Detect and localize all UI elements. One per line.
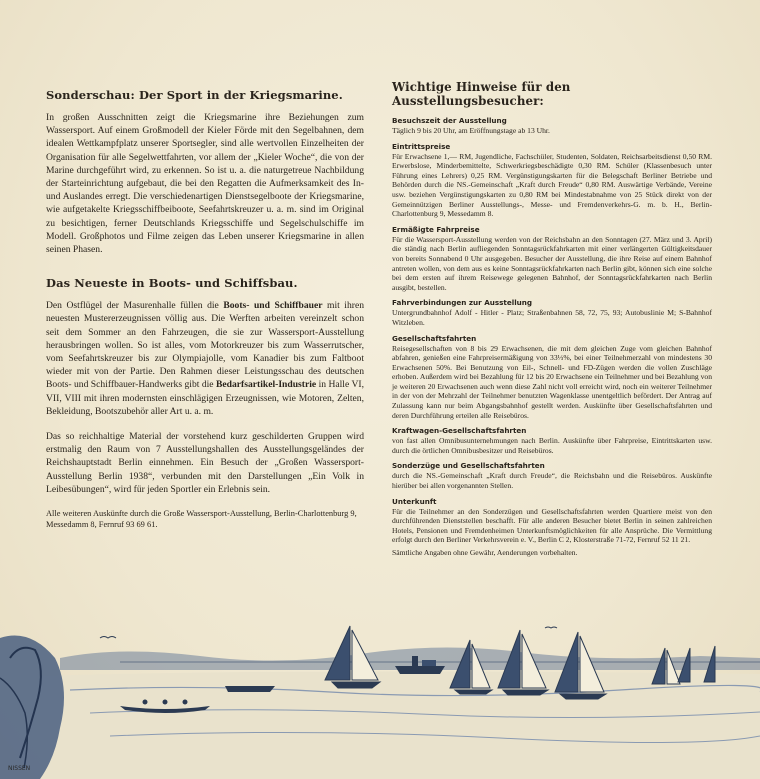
section-text: Für die Wassersport-Ausstellung werden von der Reichsbahn an den Sonntagen (27. März und 3. April) die ständig nach Berlin aufliegenden Sonntagsrückfahrkarten mit einer verlängerten Gültigkeitsdauer von bereits Sonnabend 0 Uhr ausgegeben. Besucher der Ausstellung, die ihre Reise auf einem Bahnhof antreten wollen, von dem aus es keine Sonntagsrückfahrkarten nach Berlin gibt, können sich eine solche bei dem ersten auf ihrem Reisewege gelegenen Bahnhof, der Sonntagsrückfahrkarten nach Berlin ausgibt, bestellen. (392, 234, 712, 292)
section-text: Täglich 9 bis 20 Uhr, am Eröffnungstage ab 13 Uhr. (392, 126, 550, 135)
text-kriegsmarine: In großen Ausschnitten zeigt die Kriegsmarine ihre Beziehungen zum Wassersport. Auf einem Großmodell der Kieler Förde mit den Segelbahnen, dem idealen Wettkampfplatz unserer Sportsegler, sind alle wertvollen Einzelheiten der Organisation für alle Segelwettfahrten, vor allem der „Kieler Woche“, die von der Marine durchgeführt wird, zu erkennen. So ist u. a. die naturgetreue Nachbildung der Starteinrichtung aufgebaut, die bei den Regatten die Aufmerksamkeit des In- und Auslandes erregt. Die verschiedenartigen Dienstsegelboote der Kriegsmarine, wie aufgetakelte Kriegsschiffbeiboote, Seefahrtskreuzer u. a. m. sind im Original zu besichtigen, ferner Deutschlands Kriegsschiffe und Segelschulschiffe im Modell. Großphotos und Filme zeigen das Leben unserer Kriegsmarine in allen seinen Phasen. (46, 112, 364, 256)
text-boats-part-1: Den Ostflügel der Masurenhalle füllen die (46, 300, 224, 312)
section-title: Gesellschaftsfahrten (392, 333, 477, 343)
text-boats-part-3: in Halle VI, VII, VIII mit ihren modernsten einschlägigen Erzeugnissen, wie Motoren, Zelten, Bekleidung, Bootszubehör aller Art u. a. m. (46, 379, 364, 417)
section-title: Ermäßigte Fahrpreise (392, 224, 480, 234)
text-boats-part-2: mit ihren neuesten Mustererzeugnissen völlig aus. Die Werften arbeiten vereinzelt schon seit dem Sommer an den Fahrzeugen, die sie zur Wassersport-Ausstellung herausbringen wollen. So ist alles, vom Motorkreuzer bis zum Wasserrutscher, vom Seefahrtskreuzer bis zur Olympiajolle, vom Kanadier bis zum Faltboot wieder mit von der Partie. Den Rahmen dieser Leistungsschau des deutschen Boots- und Schiffbauer-Handwerks gibt die (46, 300, 365, 391)
section-text: von fast allen Omnibusunternehmungen nach Berlin. Auskünfte über Fahrpreise, Eintrittskarten usw. durch die örtlichen Omnibusbesitzer und Reisebüros. (392, 436, 712, 455)
text-boats-bold-2: Bedarfsartikel-Industrie (215, 379, 317, 391)
text-material: Das so reichhaltige Material der vorstehend kurz geschilderten Gruppen wird erstmalig den Raum von 7 Ausstellungshallen des Ausstellungsgeländes der Reichshauptstadt Berlin einnehmen. Ein Besuch der „Großen Wassersport-Ausstellung Berlin 1938“, verbunden mit den Darstellungen „Ein Volk in Leibesübungen“, wird für jeden Sportler ein Erlebnis sein. (46, 431, 364, 495)
text-boots-schiffsbau (46, 299, 364, 418)
section-fahrverbindungen (392, 298, 712, 327)
section-text: Für Erwachsene 1,— RM, Jugendliche, Fachschüler, Studenten, Soldaten, Reichsarbeitsdienst 0,50 RM. Erwerbslose, Minderbemittelte, Schwerkriegsbeschädigte 0,30 RM. Schüler (Klassenbesuch unter Führung eines Lehrers) 0,25 RM. Vergünstigungskarten für die Belegschaft Berliner Betriebe und Behörden durch die NS.-Gemeinschaft „Kraft durch Freude“ 0,80 RM. Auswärtige Verbände, Vereine usw. beziehen Vergünstigungskarten zu 0,80 RM bei Mindestabnahme von 25 Stück direkt von der Gemeinnützigen Berliner Ausstellungs-, Messe- und Fremdenverkehrs-G. m. b. H., Berlin-Charlottenburg 9, Messedamm 8. (392, 151, 712, 219)
section-title: Unterkunft (392, 496, 437, 506)
section-text: Untergrundbahnhof Adolf - Hitler - Platz; Straßenbahnen 58, 72, 75, 93; Autobuslinie M; S-Bahnhof Witzleben. (392, 308, 712, 327)
section-text: Reisegesellschaften von 8 bis 29 Erwachsenen, die mit dem gleichen Zuge vom gleichen Bahnhof abfahren, genießen eine Fahrpreisermäßigung von 33⅓%, bei einer Teilnehmerzahl von mindestens 30 Erwachsenen 50%. Bei Benutzung von Eil-, Schnell- und FD-Zügen werden die vollen Zuschläge erhoben. Außerdem wird bei Bezahlung für 12 bis 20 Erwachsene ein Teilnehmer und bei Bezahlung von je weiteren 20 Erwachsenen auch wenn diese Zahl nicht voll erreicht wird, noch ein weiterer Teilnehmer in der von der Mehrzahl der Teilnehmer benutzten Wagenklasse unentgeltlich befördert. Der Antrag auf Zulassung kann nur beim Abgangsbahnhof gestellt werden. Auskünfte über Gesellschaftsfahrten und deren Durchführung erteilen alle Reisebüros. (392, 343, 712, 420)
section-gesellschaftsfahrten (392, 334, 712, 421)
text-auskuenfte: Alle weiteren Auskünfte durch die Große Wassersport-Ausstellung, Berlin-Charlottenburg 9, Messedamm 8, Fernruf 93 69 61. (46, 509, 357, 530)
harbor-illustration (0, 618, 760, 779)
section-kraftwagen (392, 426, 712, 455)
heading-hinweise: Wichtige Hinweise für den Ausstellungsbesucher: (392, 80, 571, 108)
right-column (392, 80, 712, 558)
heading-boots-schiffsbau: Das Neueste in Boots- und Schiffsbau. (46, 276, 298, 291)
section-title: Besuchszeit der Ausstellung (392, 116, 507, 125)
section-text: durch die NS.-Gemeinschaft „Kraft durch Freude“, die Reichsbahn und die Reisebüros. Auskünfte hierüber bei allen vorgenannten Stellen. (392, 471, 712, 491)
illustration-signature: NISSEN (8, 765, 31, 772)
section-text: Für die Teilnehmer an den Sonderzügen und Gesellschaftsfahrten werden Quartiere meist von den durchführenden Dienststellen beschafft. Für alle anderen Besucher bietet Berlin in seinen zahlreichen Hotels, Pensionen und Fremdenheimen Unterkunftsmöglichkeiten für alle Ansprüche. Die Vermittlung erfolgt durch den Berliner Verkehrsverein e. V., Berlin C 2, Klosterstraße 71-72, Fernruf 52 11 21. (392, 506, 712, 545)
section-fahrpreise (392, 225, 712, 293)
section-title: Fahrverbindungen zur Ausstellung (392, 298, 533, 308)
section-unterkunft (392, 497, 712, 545)
section-besuchszeit (392, 116, 712, 136)
section-eintrittspreise (392, 142, 712, 219)
heading-kriegsmarine: Sonderschau: Der Sport in der Kriegsmarine. (46, 88, 343, 102)
text-disclaimer: Sämtliche Angaben ohne Gewähr, Aenderungen vorbehalten. (392, 548, 578, 557)
text-boats-bold-1: Boots- und Schiffbauer (223, 300, 323, 312)
section-title: Kraftwagen-Gesellschaftsfahrten (392, 426, 527, 436)
section-sonderzuege (392, 461, 712, 490)
left-column (46, 88, 364, 530)
section-title: Eintrittspreise (392, 141, 451, 151)
section-title: Sonderzüge und Gesellschaftsfahrten (392, 461, 545, 471)
